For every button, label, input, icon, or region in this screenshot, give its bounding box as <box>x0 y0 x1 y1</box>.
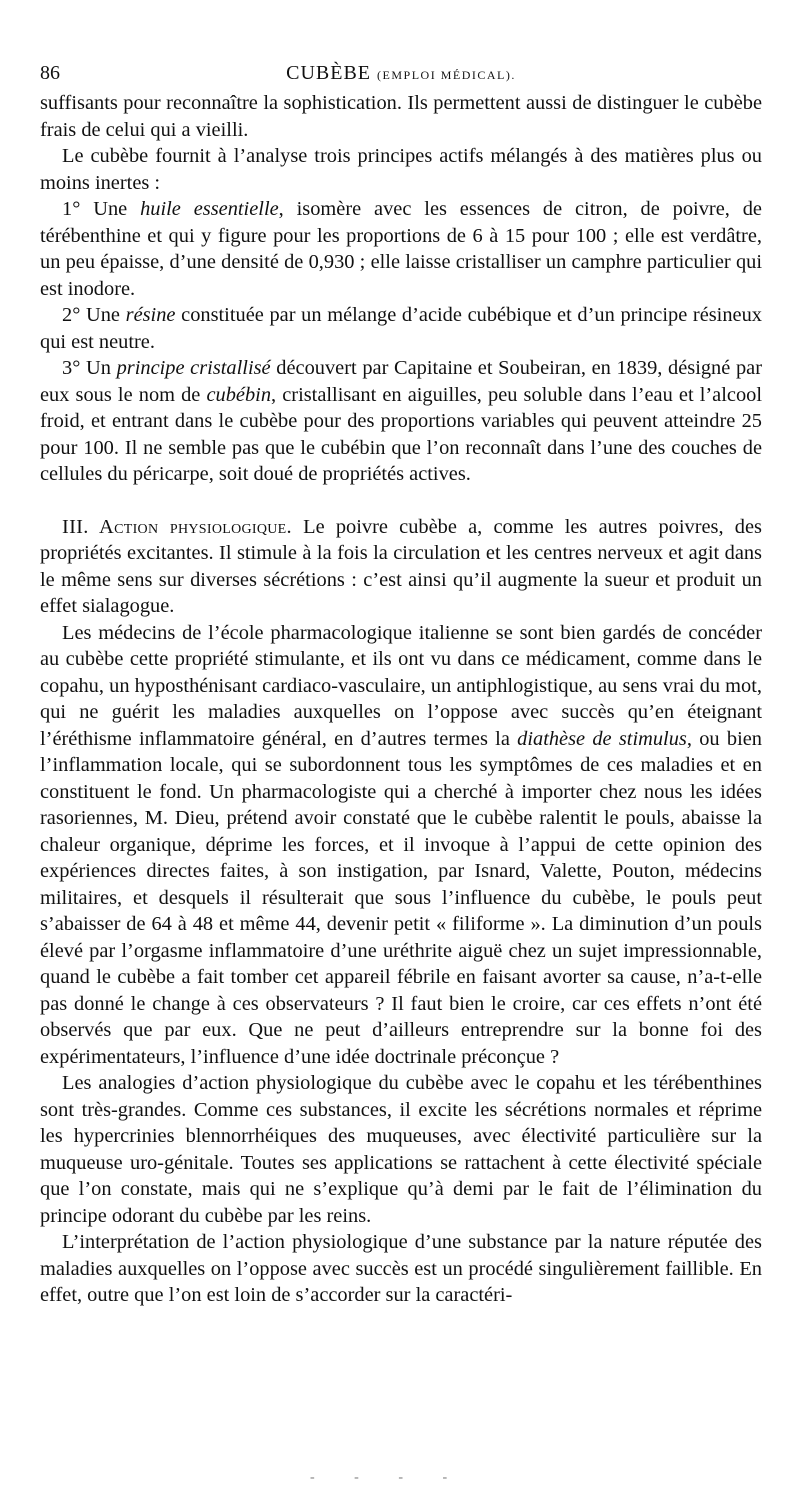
paragraph-3-italic: huile essentielle <box>140 198 279 220</box>
paragraph-3-start: 1° Une <box>62 198 141 220</box>
paragraph-7 <box>40 620 762 1071</box>
paragraph-9: L’interprétation de l’action physiologique d’une substance par la nature réputée des maladies auxquelles on l’oppose avec succès est un procédé singulièrement faillible. En effet, outre que l’on est loin de s’accorder sur la caractéri- <box>40 1231 762 1306</box>
paragraph-5-start: 3° Un <box>62 357 117 379</box>
paragraph-6 <box>40 514 762 620</box>
page-number: 86 <box>40 62 60 84</box>
paragraph-1: suffisants pour reconnaître la sophistication. Ils permettent aussi de distinguer le cubèbe frais de celui qui a vieilli. <box>40 92 762 141</box>
paragraph-5-italic-1: principe cristallisé <box>116 357 271 379</box>
paragraph-5-middle: découvert par Capitaine et Soubeiran, en 1839, désigné par eux sous le nom de <box>40 357 762 406</box>
paragraph-8: Les analogies d’action physiologique du cubèbe avec le copahu et les térébenthines sont très-grandes. Comme ces substances, il excite les sécrétions normales et réprime les hypercrinies blennorrhéiques des muqueuses, avec électivité particulière sur la muqueuse uro-génitale. Toutes ses applications se rattachent à cette électivité spéciale que l’on constate, mais qui ne s’explique qu’à demi par le fait de l’élimination du principe odorant du cubèbe par les reins. <box>40 1072 762 1227</box>
paragraph-5 <box>40 355 762 488</box>
page-header <box>40 56 762 90</box>
paragraph-4-italic: résine <box>125 304 176 326</box>
paragraph-3-rest: , isomère avec les essences de citron, de poivre, de térébenthine et qui y figure pour les proportions de 6 à 15 pour 100 ; elle est verdâtre, un peu épaisse, d’une densité de 0,930 ; elle laisse cristalliser un camphre particulier qui est inodore. <box>40 198 762 300</box>
paragraph-5-italic-2: cubébin <box>206 383 272 406</box>
running-head-title: CUBÈBE <box>286 62 372 84</box>
paragraph-4-start: 2° Une <box>62 304 126 326</box>
document-page <box>40 56 762 1309</box>
body-text <box>40 90 762 1309</box>
section-gap <box>40 488 762 514</box>
paragraph-7-start: Les médecins de l’école pharmacologique italienne se sont bien gardés de concéder au cubèbe cette propriété stimulante, et ils ont vu dans ce médicament, comme dans le copahu, un hyposthénisant cardiaco-vasculaire, un antiphlogistique, au sens vrai du mot, qui ne guérit les maladies auxquelles on l’oppose avec succès qu’en éteignant l’éréthisme inflammatoire général, en d’autres termes la <box>40 621 762 750</box>
section-title: III. Action physiologique. <box>62 515 292 538</box>
paragraph-3 <box>40 196 762 302</box>
running-head <box>40 56 762 92</box>
paragraph-7-rest: , ou bien l’inflammation locale, qui se subordonnent tous les symptômes de ces maladies et en constituent le fond. Un pharmacologiste qui a cherché à importer chez nous les idées rasoriennes, M. Dieu, prétend avoir constaté que le cubèbe ralentit le pouls, abaisse la chaleur organique, déprime les forces, et il invoque à l’appui de cette opinion des expériences directes faites, à son instigation, par Isnard, Valette, Pouton, médecins militaires, et desquels il résulterait que sous l’influence du cubèbe, le pouls peut s’abaisser de 64 à 48 et même 44, devenir petit « filiforme ». La diminution d’un pouls élevé par l’orgasme inflammatoire d’une uréthrite aiguë chez un sujet impressionnable, quand le cubèbe a fait tomber cet appareil fébrile en faisant avorter sa cause, n’a-t-elle pas donné le change à ces observateurs ? Il faut bien le croire, car ces effets n’ont été observés que par eux. Que ne peut d’ailleurs entreprendre sur la bonne foi des expérimentateurs, l’influence d’une idée doctrinale préconçue ? <box>40 727 762 1068</box>
paragraph-2: Le cubèbe fournit à l’analyse trois principes actifs mélangés à des matières plus ou moins inertes : <box>40 145 762 194</box>
running-head-subtitle: (EMPLOI MÉDICAL). <box>377 68 516 82</box>
paragraph-4 <box>40 302 762 355</box>
paragraph-6-rest: Le poivre cubèbe a, comme les autres poivres, des propriétés excitantes. Il stimule à la fois la circulation et les centres nerveux et agit dans le même sens sur diverses sécrétions : c’est ainsi qu’il augmente la sueur et produit un effet sialagogue. <box>40 515 762 617</box>
paragraph-7-italic: diathèse de stimulus <box>517 727 687 750</box>
paragraph-4-rest: constituée par un mélange d’acide cubébique et d’un principe résineux qui est neutre. <box>40 304 762 353</box>
paragraph-5-rest: , cristallisant en aiguilles, peu soluble dans l’eau et l’alcool froid, et entrant dans le cubèbe pour des proportions variables qui peuvent atteindre 25 pour 100. Il ne semble pas que le cubébin que l’on reconnaît dans l’une des couches de cellules du péricarpe, soit doué de propriétés actives. <box>40 383 762 485</box>
footer-marks: - - - - <box>310 1470 466 1485</box>
